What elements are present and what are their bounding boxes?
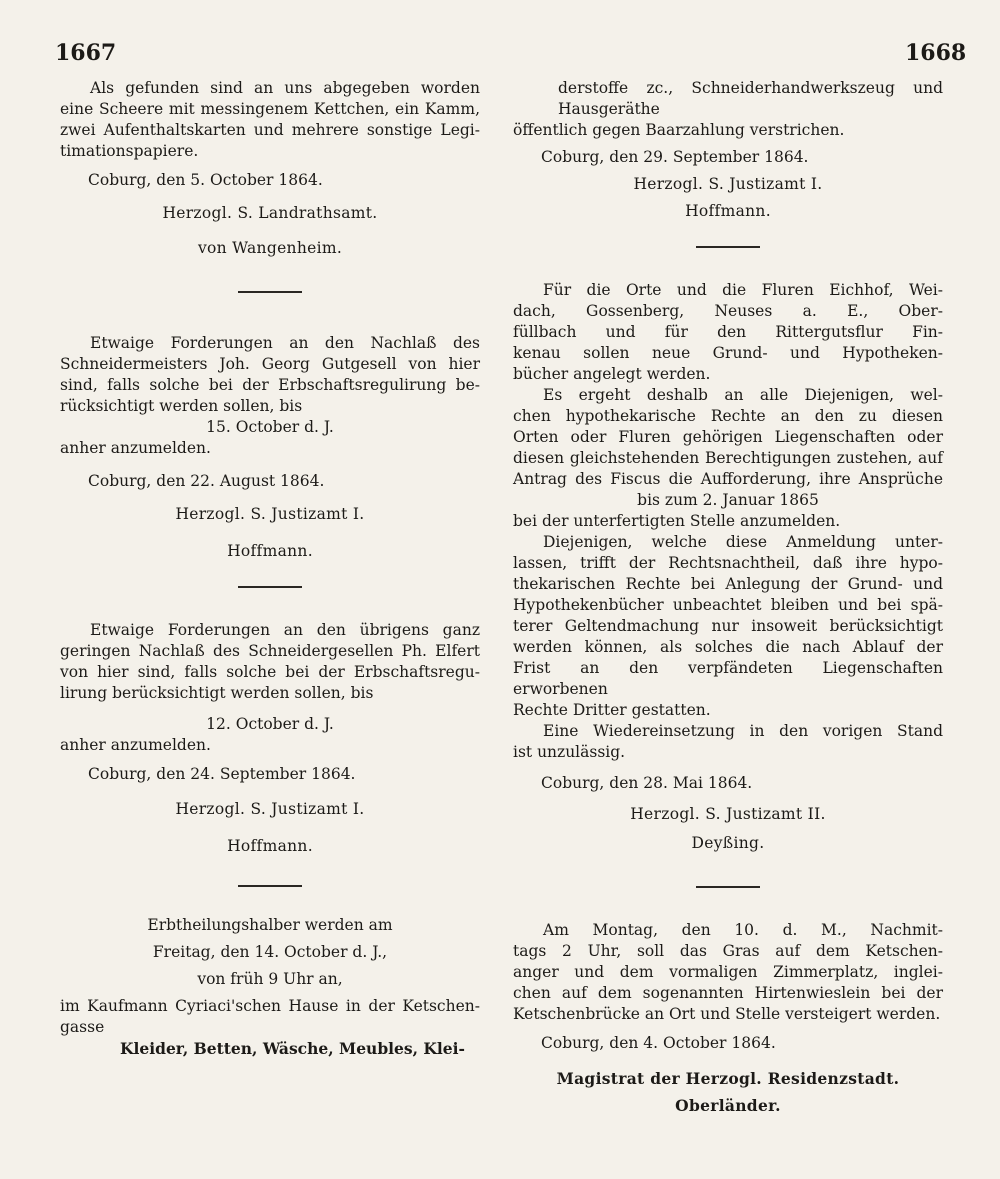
notice-line: Es ergeht deshalb an alle Diejenigen, wel- <box>543 386 943 404</box>
notice-estate-auction <box>60 915 480 1059</box>
notice-line: Rechte Dritter gestatten. <box>513 701 711 719</box>
notice-date: Coburg, den 5. October 1864. <box>88 171 323 189</box>
notice-gutgesell <box>60 333 480 562</box>
page-number-left: 1667 <box>55 40 117 66</box>
notice-signature: Hoffmann. <box>227 837 313 855</box>
notice-grass-auction <box>513 920 943 1116</box>
notice-line: anher anzumelden. <box>60 736 211 754</box>
notice-date: Coburg, den 28. Mai 1864. <box>541 774 753 792</box>
left-column <box>60 78 480 1059</box>
notice-line: füllbach und für den Rittergutsflur Fin- <box>513 323 943 341</box>
notice-line: Etwaige Forderungen an den Nachlaß des <box>90 334 480 352</box>
notice-line: zwei Aufenthaltskarten und mehrere sonstige Legi- <box>60 121 480 139</box>
notice-line: eine Scheere mit messingenem Kettchen, ein Kamm, <box>60 100 480 118</box>
notice-authority: Herzogl. S. Landrathsamt. <box>162 204 378 222</box>
notice-authority: Herzogl. S. Justizamt I. <box>633 175 823 193</box>
notice-found-items <box>60 78 480 259</box>
notice-line: thekarischen Rechte bei Anlegung der Grund- und <box>513 575 943 593</box>
page-number-right: 1668 <box>905 40 967 66</box>
right-column <box>513 78 943 1116</box>
notice-line: lirung berücksichtigt werden sollen, bis <box>60 684 374 702</box>
notice-auction-continued <box>513 78 943 222</box>
notice-line: diesen gleichstehenden Berechtigungen zustehen, auf <box>513 449 943 467</box>
notice-line: ist unzulässig. <box>513 743 626 761</box>
notice-line: kenau sollen neue Grund- und Hypotheken- <box>513 344 943 362</box>
notice-deadline: bis zum 2. Januar 1865 <box>637 491 819 509</box>
notice-line: anger und dem vormaligen Zimmerplatz, inglei- <box>513 963 943 981</box>
notice-line: Für die Orte und die Fluren Eichhof, Wei- <box>543 281 943 299</box>
notice-date: Coburg, den 4. October 1864. <box>541 1034 776 1052</box>
notice-line: Diejenigen, welche diese Anmeldung unter- <box>543 533 943 551</box>
notice-line: gasse <box>60 1018 105 1036</box>
notice-date: Coburg, den 24. September 1864. <box>88 765 356 783</box>
notice-line: sind, falls solche bei der Erbschaftsregulirung be- <box>60 376 480 394</box>
notice-line: Orten oder Fluren gehörigen Liegenschaften oder <box>513 428 943 446</box>
notice-line: Ketschenbrücke an Ort und Stelle versteigert werden. <box>513 1005 941 1023</box>
notice-line: von früh 9 Uhr an, <box>197 970 343 988</box>
notice-line: derstoffe zc., Schneiderhandwerkszeug und <box>558 79 943 97</box>
notice-deadline: 15. October d. J. <box>206 418 334 436</box>
notice-line: rücksichtigt werden sollen, bis <box>60 397 303 415</box>
notice-authority: Magistrat der Herzogl. Residenzstadt. <box>556 1069 900 1088</box>
notice-date: Coburg, den 22. August 1864. <box>88 472 325 490</box>
notice-land-register <box>513 280 943 854</box>
notice-line: im Kaufmann Cyriaci'schen Hause in der Ketschen- <box>60 997 480 1015</box>
notice-line: Kleider, Betten, Wäsche, Meubles, Klei- <box>120 1039 465 1058</box>
notice-line: Antrag des Fiscus die Aufforderung, ihre Ansprüche <box>513 470 943 488</box>
notice-line: öffentlich gegen Baarzahlung verstrichen. <box>513 121 845 139</box>
notice-line: Hausgeräthe <box>558 100 660 118</box>
notice-line: Etwaige Forderungen an den übrigens ganz <box>90 621 480 639</box>
notice-line: dach, Gossenberg, Neuses a. E., Ober- <box>513 302 943 320</box>
notice-signature: von Wangenheim. <box>197 239 343 257</box>
notice-line: Am Montag, den 10. d. M., Nachmit- <box>543 921 943 939</box>
notice-signature: Deyßing. <box>691 834 765 852</box>
notice-elfert <box>60 620 480 857</box>
notice-line: Frist an den verpfändeten Liegenschaften erworbenen <box>513 659 943 698</box>
notice-line: Als gefunden sind an uns abgegeben worden <box>90 79 480 97</box>
notice-line: Erbtheilungshalber werden am <box>147 916 393 934</box>
notice-line: geringen Nachlaß des Schneidergesellen Ph. Elfert <box>60 642 480 660</box>
notice-line: Hypothekenbücher unbeachtet bleiben und bei spä- <box>513 596 943 614</box>
notice-signature: Oberländer. <box>675 1096 781 1115</box>
notice-line: von hier sind, falls solche bei der Erbschaftsregu- <box>60 663 480 681</box>
notice-deadline: 12. October d. J. <box>206 715 334 733</box>
notice-line: Freitag, den 14. October d. J., <box>152 943 388 961</box>
notice-line: tags 2 Uhr, soll das Gras auf dem Ketschen- <box>513 942 943 960</box>
notice-line: bücher angelegt werden. <box>513 365 711 383</box>
notice-line: terer Geltendmachung nur insoweit berücksichtigt <box>513 617 943 635</box>
notice-line: chen auf dem sogenannten Hirtenwieslein bei der <box>513 984 943 1002</box>
notice-line: timationspapiere. <box>60 142 199 160</box>
notice-authority: Herzogl. S. Justizamt I. <box>175 505 365 523</box>
notice-line: werden können, als solches die nach Ablauf der <box>513 638 943 656</box>
notice-authority: Herzogl. S. Justizamt II. <box>630 805 826 823</box>
notice-line: chen hypothekarische Rechte an den zu diesen <box>513 407 943 425</box>
notice-date: Coburg, den 29. September 1864. <box>541 148 809 166</box>
notice-signature: Hoffmann. <box>227 542 313 560</box>
notice-line: Schneidermeisters Joh. Georg Gutgesell von hier <box>60 355 480 373</box>
notice-line: lassen, trifft der Rechtsnachtheil, daß ihre hypo- <box>513 554 943 572</box>
notice-line: bei der unterfertigten Stelle anzumelden. <box>513 512 841 530</box>
notice-line: Eine Wiedereinsetzung in den vorigen Stand <box>543 722 943 740</box>
notice-signature: Hoffmann. <box>685 202 771 220</box>
notice-line: anher anzumelden. <box>60 439 211 457</box>
notice-authority: Herzogl. S. Justizamt I. <box>175 800 365 818</box>
